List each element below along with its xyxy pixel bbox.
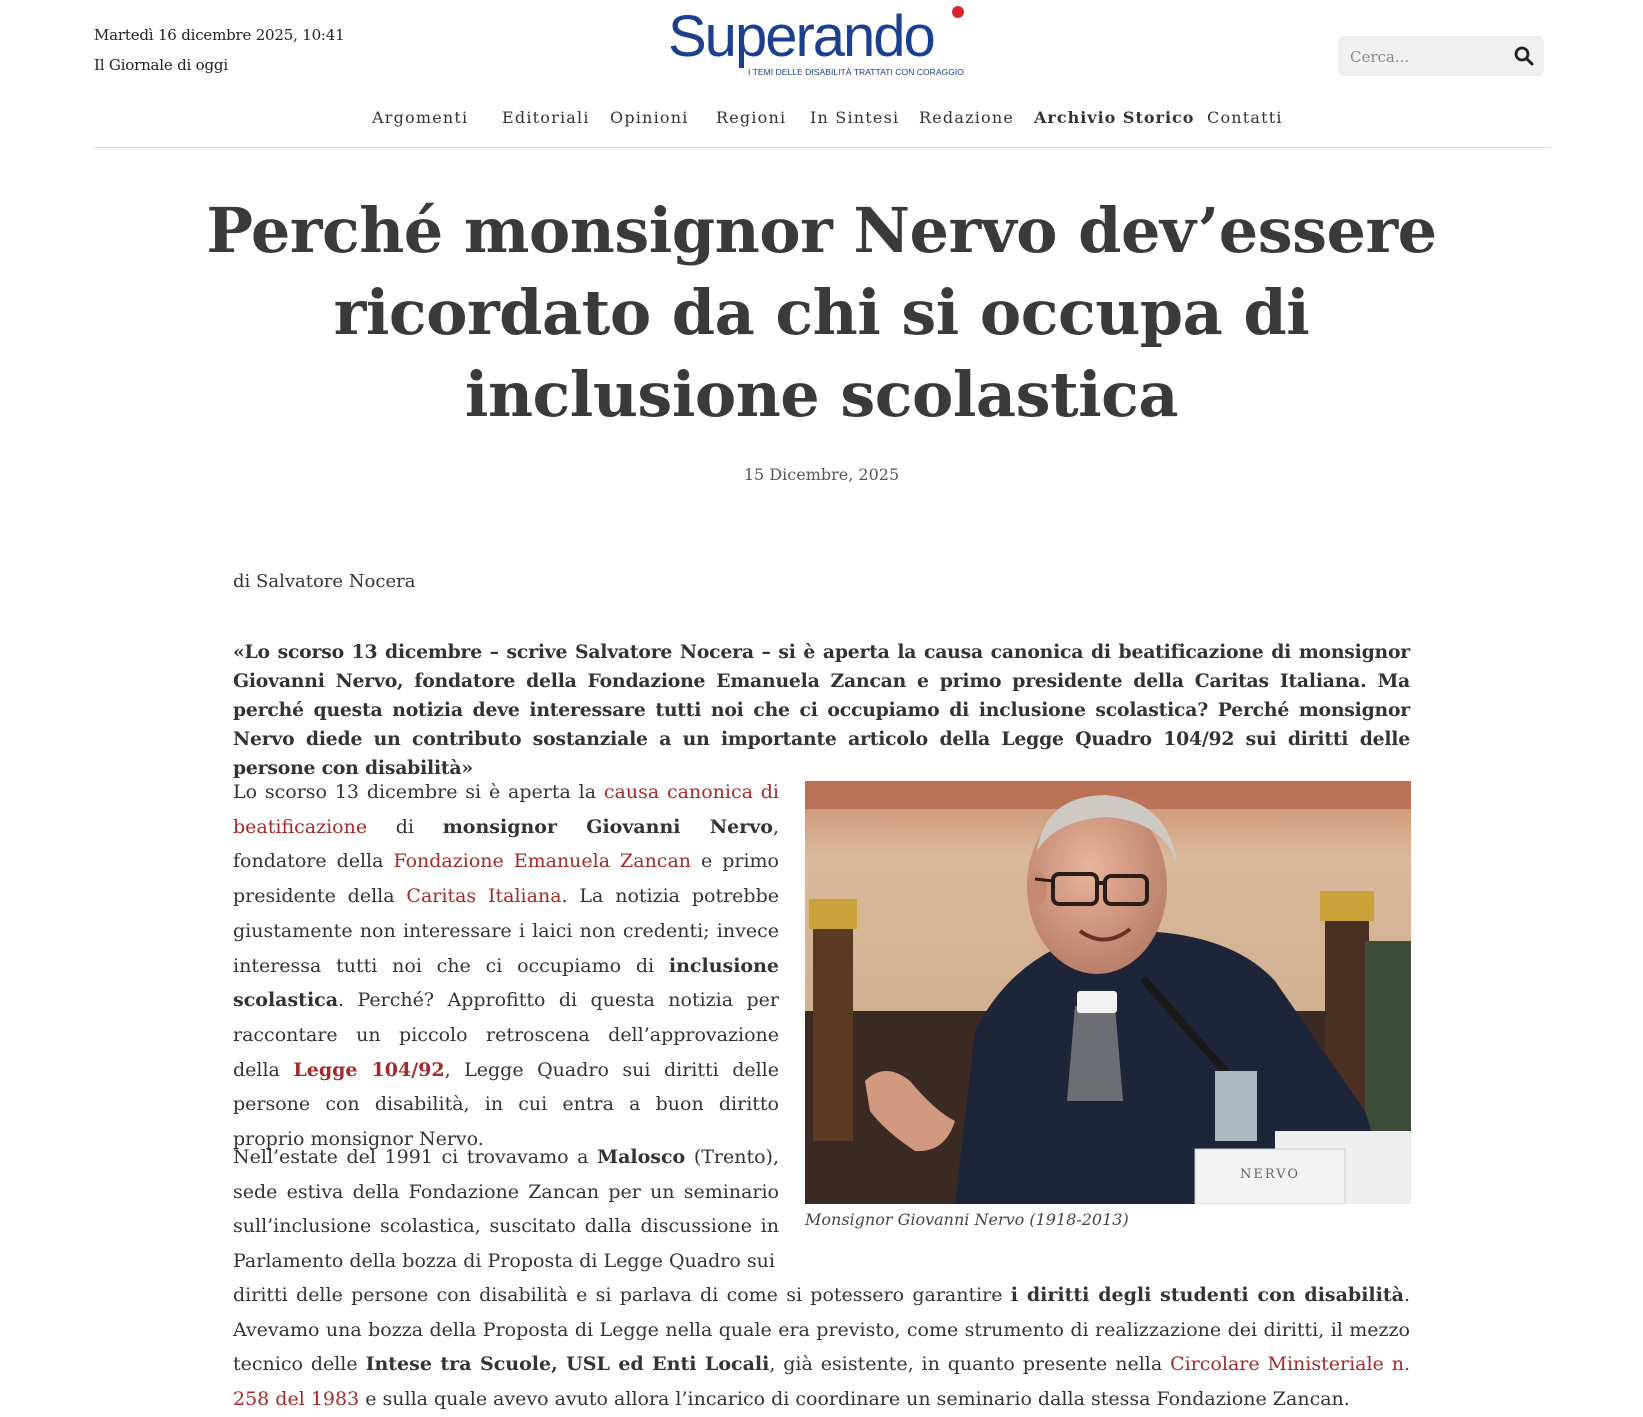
- article-paragraph-2-continued: diritti delle persone con disabilità e si parlava di come si potessero garantire i diritti degli studenti con disabilità. Avevamo una bozza della Proposta di Legge nella quale era previsto, come strumento di realizzazione dei diritti, il mezzo tecnico delle Intese tra Scuole, USL ed Enti Locali, già esistente, in quanto presente nella Circolare Ministeriale n. 258 del 1983 e sulla quale avevo avuto allora l’incarico di coordinare un seminario dalla stessa Fondazione Zancan.: [233, 1284, 1410, 1411]
- photo-caption: Monsignor Giovanni Nervo (1918-2013): [805, 1210, 1129, 1229]
- bold-diritti-studenti: i diritti degli studenti con disabilità: [1010, 1284, 1404, 1306]
- logo-wordmark: Superando: [668, 4, 934, 69]
- nav-item-argomenti[interactable]: Argomenti: [372, 108, 469, 127]
- link-circolare-ministeriale[interactable]: Circolare Ministeriale n. 258 del 1983: [233, 1353, 1410, 1411]
- nav-divider: [94, 147, 1550, 148]
- photo-nameplate: NERVO: [1239, 1167, 1301, 1182]
- search-box[interactable]: [1338, 36, 1544, 76]
- nav-item-opinioni[interactable]: Opinioni: [610, 108, 689, 127]
- link-causa-canonica[interactable]: causa canonica di beatificazione: [233, 781, 779, 838]
- link-caritas-italiana[interactable]: Caritas Italiana: [406, 885, 562, 908]
- article-photo: [805, 781, 1411, 1204]
- article-title: Perché monsignor Nervo dev’essere ricordato da chi si occupa di inclusione scolastica: [206, 194, 1437, 431]
- article-byline: di Salvatore Nocera: [233, 571, 416, 592]
- nav-item-redazione[interactable]: Redazione: [919, 108, 1015, 127]
- article-paragraph-2: Nell’estate del 1991 ci trovavamo a Malosco (Trento), sede estiva della Fondazione Zancan per un seminario sull’inclusione scolastica, suscitato dalla discussione in Parlamento della bozza di Proposta di Legge Quadro sui: [233, 1146, 779, 1273]
- article-date: 15 Dicembre, 2025: [743, 465, 900, 484]
- link-legge-104-92[interactable]: Legge 104/92: [293, 1058, 445, 1081]
- bold-inclusione-scolastica: inclusione scolastica: [233, 954, 779, 1012]
- nav-item-regioni[interactable]: Regioni: [716, 108, 787, 127]
- nav-item-editoriali[interactable]: Editoriali: [502, 108, 590, 127]
- article-lead: «Lo scorso 13 dicembre – scrive Salvatore Nocera – si è aperta la causa canonica di beatificazione di monsignor Giovanni Nervo, fondatore della Fondazione Emanuela Zancan e primo presidente della Caritas Italiana. Ma perché questa notizia deve interessare tutti noi che ci occupiamo di inclusione scolastica? Perché monsignor Nervo diede un contributo sostanziale a un importante articolo della Legge Quadro 104/92 sui diritti delle persone con disabilità»: [233, 641, 1410, 779]
- nav-item-contatti[interactable]: Contatti: [1207, 108, 1283, 127]
- nav-item-archivio-storico[interactable]: Archivio Storico: [1034, 108, 1195, 127]
- article-paragraph-1: Lo scorso 13 dicembre si è aperta la causa canonica di beatificazione di monsignor Giovanni Nervo, fondatore della Fondazione Emanuela Zancan e primo presidente della Caritas Italiana. La notizia potrebbe giustamente non interessare i laici non credenti; invece interessa tutti noi che ci occupiamo di inclusione scolastica. Perché? Approfitto di questa notizia per raccontare un piccolo retroscena dell’approvazione della Legge 104/92, Legge Quadro sui diritti delle persone con disabilità, in cui entra a buon diritto proprio monsignor Nervo.: [233, 781, 779, 1151]
- bold-intese: Intese tra Scuole, USL ed Enti Locali: [365, 1353, 770, 1376]
- link-fondazione-zancan[interactable]: Fondazione Emanuela Zancan: [393, 850, 692, 873]
- search-icon[interactable]: [1514, 46, 1534, 66]
- search-input[interactable]: [1348, 36, 1502, 78]
- bold-monsignor-nervo: monsignor Giovanni Nervo: [442, 815, 773, 838]
- logo-tagline: I TEMI DELLE DISABILITÀ TRATTATI CON CORAGGIO: [748, 67, 965, 77]
- logo-dot-icon: [952, 6, 964, 18]
- superando-logo[interactable]: [666, 2, 976, 82]
- today-journal-link[interactable]: Il Giornale di oggi: [94, 56, 228, 74]
- current-date-time: Martedì 16 dicembre 2025, 10:41: [94, 26, 345, 44]
- main-nav: [0, 108, 1643, 134]
- bold-malosco: Malosco: [597, 1146, 686, 1168]
- nav-item-in-sintesi[interactable]: In Sintesi: [810, 108, 900, 127]
